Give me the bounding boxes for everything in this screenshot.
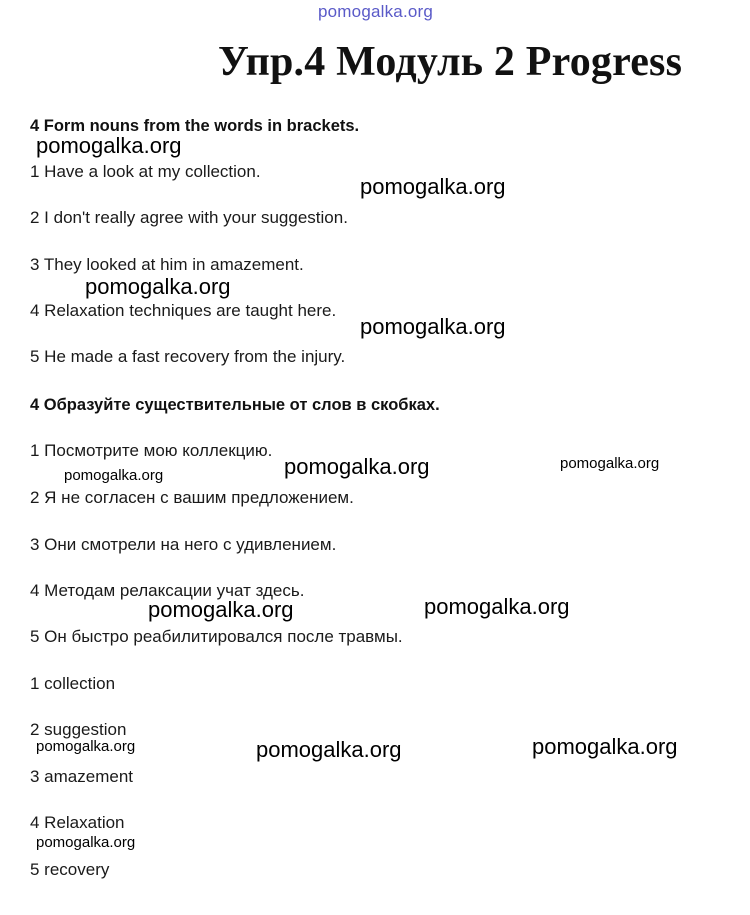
answer-5: 5 recovery [30, 860, 110, 879]
watermark: pomogalka.org [560, 455, 660, 472]
russian-sentence-2: 2 Я не согласен с вашим предложением. [30, 488, 354, 507]
watermark: pomogalka.org [424, 594, 570, 619]
russian-sentence-5: 5 Он быстро реабилитировался после травмы. [30, 627, 403, 646]
watermark: pomogalka.org [256, 737, 402, 762]
page-title: Упр.4 Модуль 2 Progress [218, 39, 683, 85]
watermark: pomogalka.org [360, 174, 506, 199]
english-sentence-1: 1 Have a look at my collection. [30, 162, 261, 181]
watermark: pomogalka.org [85, 274, 231, 299]
russian-sentence-1: 1 Посмотрите мою коллекцию. [30, 441, 273, 460]
english-sentence-5: 5 He made a fast recovery from the injury. [30, 347, 346, 366]
watermark: pomogalka.org [36, 133, 182, 158]
answer-4: 4 Relaxation [30, 813, 125, 832]
english-task-heading: 4 Form nouns from the words in brackets. [30, 117, 360, 135]
russian-sentence-4: 4 Методам релаксации учат здесь. [30, 581, 305, 600]
answer-2: 2 suggestion [30, 720, 127, 739]
watermark: pomogalka.org [532, 734, 678, 759]
watermark: pomogalka.org [36, 834, 136, 851]
english-sentence-2: 2 I don't really agree with your suggestion. [30, 208, 348, 227]
russian-sentence-3: 3 Они смотрели на него с удивлением. [30, 535, 337, 554]
watermark: pomogalka.org [148, 597, 294, 622]
english-sentence-4: 4 Relaxation techniques are taught here. [30, 301, 337, 320]
watermark: pomogalka.org [64, 467, 164, 484]
top-watermark: pomogalka.org [318, 2, 434, 21]
answer-1: 1 collection [30, 674, 116, 693]
russian-task-heading: 4 Образуйте существительные от слов в скобках. [30, 396, 440, 414]
watermark: pomogalka.org [360, 314, 506, 339]
watermark: pomogalka.org [36, 738, 136, 755]
english-sentence-3: 3 They looked at him in amazement. [30, 255, 304, 274]
watermark: pomogalka.org [284, 454, 430, 479]
answer-3: 3 amazement [30, 767, 133, 786]
